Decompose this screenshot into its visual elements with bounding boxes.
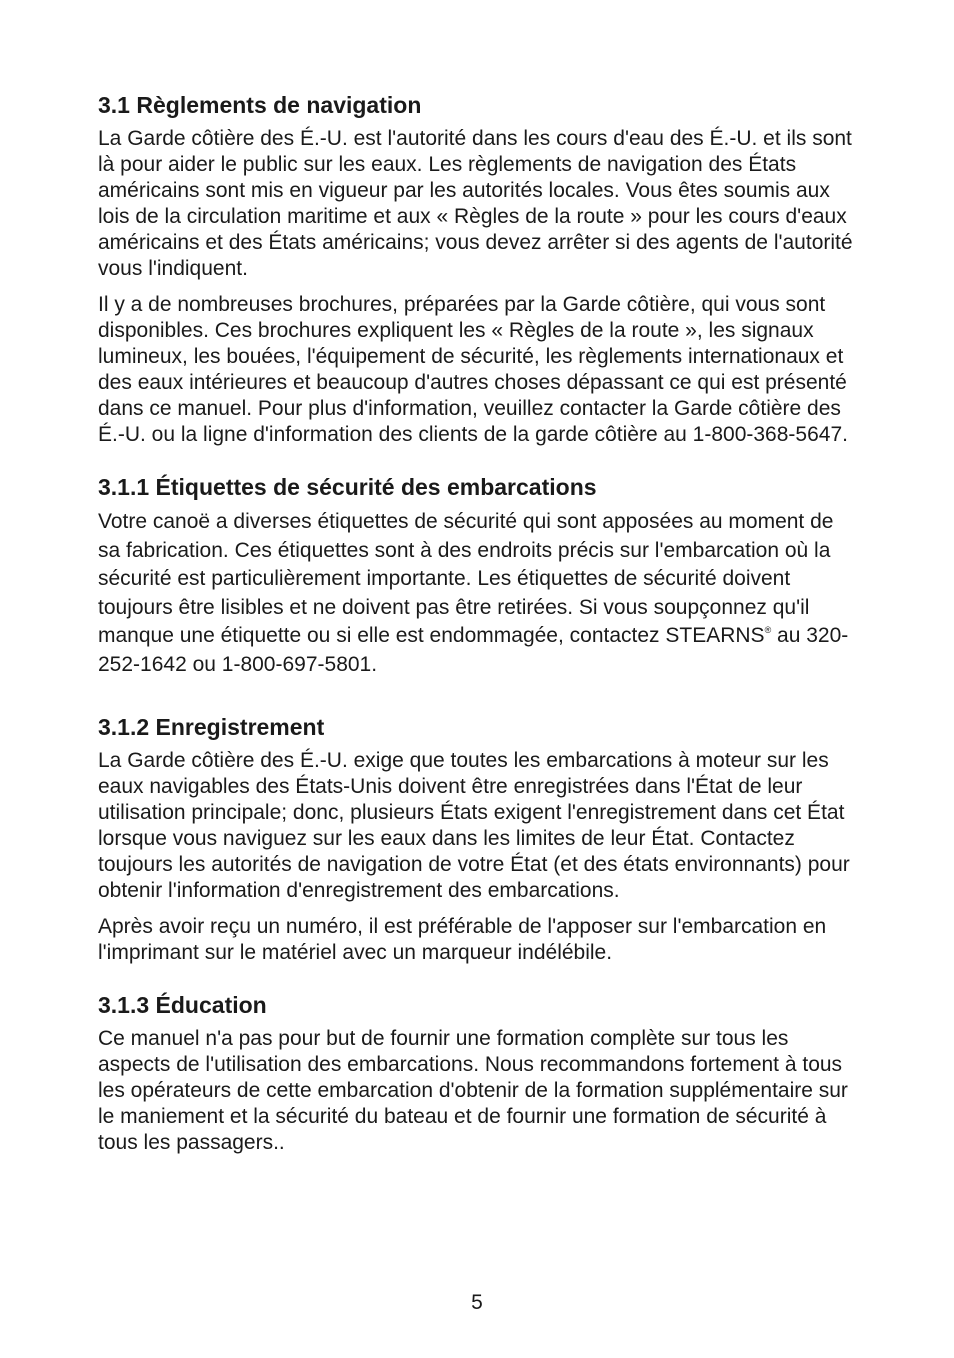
registered-trademark-symbol: ® (764, 625, 772, 636)
section-registration (98, 712, 858, 966)
section-heading: 3.1 Règlements de navigation (98, 92, 422, 118)
paragraph: La Garde côtière des É.-U. exige que toutes les embarcations à moteur sur les eaux navigables des États-Unis doivent être enregistrées dans l'État de leur utilisation principale; donc, plusieurs États exigent l'enregistrement dans cet État lorsque vous naviguez sur les eaux dans les limites de leur État. Contactez toujours les autorités de navigation de votre État (et des états environnants) pour obtenir l'information d'enregistrement des embarcations. (98, 748, 850, 902)
paragraph-text: Votre canoë a diverses étiquettes de sécurité qui sont apposées au moment de sa fabrication. Ces étiquettes sont à des endroits précis sur l'embarcation où la sécurité est particulièrement importante. Les étiquettes de sécurité doivent toujours être lisibles et ne doivent pas être retirées. Si vous soupçonnez qu'il manque une étiquette ou si elle est endommagée, contactez STEARNS (98, 510, 834, 648)
section-heading: 3.1.3 Éducation (98, 991, 267, 1018)
section-navigation-rules (98, 90, 858, 448)
paragraph: Ce manuel n'a pas pour but de fournir une formation complète sur tous les aspects de l'utilisation des embarcations. Nous recommandons fortement à tous les opérateurs de cette embarcation d'obtenir de la formation supplémentaire sur le maniement et la sécurité du bateau et de fournir une formation de sécurité à tous les passagers.. (98, 1026, 848, 1154)
paragraph: Il y a de nombreuses brochures, préparées par la Garde côtière, qui vous sont disponibles. Ces brochures expliquent les « Règles de la route », les signaux lumineux, les bouées, l'équipement de sécurité, les règlements internationaux et des eaux intérieures et beaucoup d'autres choses dépassant ce qui est présenté dans ce manuel. Pour plus d'information, veuillez contacter la Garde côtière des É.-U. ou la ligne d'information des clients de la garde côtière au 1-800-368-5647. (98, 293, 848, 446)
section-heading: 3.1.2 Enregistrement (98, 713, 325, 740)
paragraph: Après avoir reçu un numéro, il est préférable de l'apposer sur l'embarcation en l'imprimant sur le matériel avec un marqueur indélébile. (98, 914, 827, 964)
paragraph-text: au 320-252-1642 ou 1-800-697-5801. (98, 624, 849, 676)
paragraph: La Garde côtière des É.-U. est l'autorité dans les cours d'eau des É.-U. et ils sont là pour aider le public sur les eaux. Les règlements de navigation des États américains sont mis en vigueur par les autorités locales. Vous êtes soumis aux lois de la circulation maritime et aux « Règles de la route » pour les cours d'eaux américains et des États américains; vous devez arrêter si des agents de l'autorité vous l'indiquent. (98, 127, 853, 280)
section-safety-labels (98, 472, 858, 680)
document-page (98, 90, 858, 1166)
section-education (98, 990, 858, 1156)
paragraph (98, 508, 858, 680)
section-heading: 3.1.1 Étiquettes de sécurité des embarcations (98, 474, 597, 500)
page-number: 5 (471, 1291, 483, 1314)
